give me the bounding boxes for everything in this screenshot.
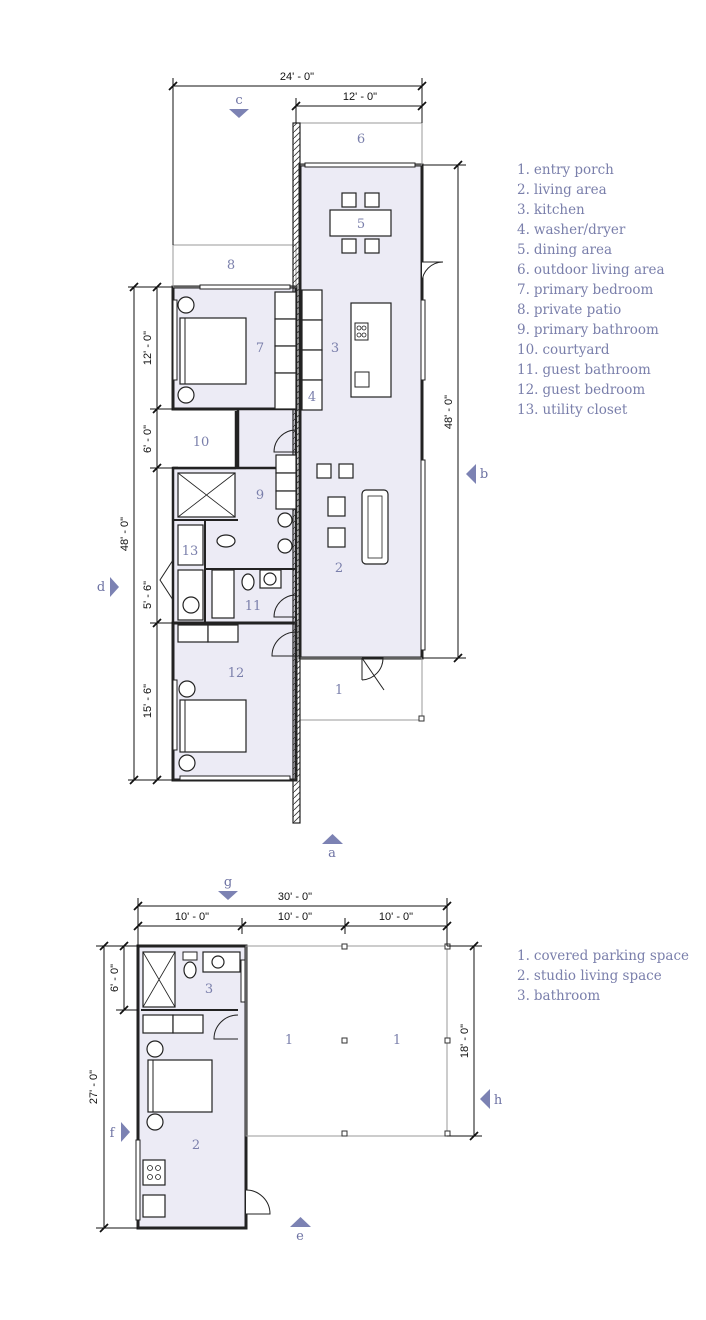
main-wing-floor [300, 165, 422, 658]
room-num-3: 3 [330, 341, 340, 356]
room-num-7: 7 [255, 341, 265, 356]
legend-item: 7. primary bedroom [517, 282, 654, 298]
legend-item: 9. primary bathroom [517, 322, 659, 338]
sofa [362, 490, 388, 564]
dim-studio-width: 30' - 0" [277, 891, 313, 903]
section-marker-g-icon [218, 891, 238, 900]
legend-item: 10. courtyard [517, 342, 610, 358]
studio-plan [88, 875, 503, 1244]
legend-item: 3. bathroom [517, 988, 601, 1004]
dim-left-total: 48' - 0" [119, 516, 131, 552]
primary-bed [180, 318, 246, 384]
legend-item: 4. washer/dryer [517, 222, 626, 238]
studio-room-num-1a: 1 [284, 1033, 294, 1048]
legend-item: 13. utility closet [517, 402, 628, 418]
legend-item: 2. studio living space [517, 968, 662, 984]
section-marker-a-icon [322, 834, 343, 844]
room-num-6: 6 [356, 132, 366, 147]
legend-item: 12. guest bedroom [517, 382, 646, 398]
room-num-2: 2 [334, 561, 344, 576]
section-marker-b-icon [466, 464, 476, 484]
section-marker-h-icon [480, 1089, 490, 1109]
dim-seg-guest: 15' - 6" [142, 683, 154, 719]
legend-item: 3. kitchen [517, 202, 585, 218]
house-plan [97, 71, 488, 861]
room-num-10: 10 [192, 435, 210, 450]
dim-seg-bedroom: 12' - 0" [142, 330, 154, 366]
legend-item: 11. guest bathroom [517, 362, 651, 378]
guest-bed [180, 700, 246, 752]
room-num-8: 8 [226, 258, 236, 273]
legend-item: 1. covered parking space [517, 948, 690, 964]
dim-studio-depth: 27' - 0" [88, 1069, 100, 1105]
dim-studio-bath: 6' - 0" [109, 963, 121, 993]
dim-carport-depth: 18' - 0" [459, 1023, 471, 1059]
section-marker-d-icon [110, 577, 119, 597]
studio-room-legend [517, 946, 689, 1006]
room-num-5: 5 [356, 217, 366, 232]
room-num-9: 9 [255, 488, 265, 503]
dim-main-width: 12' - 0" [342, 91, 378, 103]
dim-seg-courtyard: 6' - 0" [142, 424, 154, 454]
house-room-legend [517, 160, 665, 420]
studio-room-num-1b: 1 [392, 1033, 402, 1048]
legend-item: 8. private patio [517, 302, 622, 318]
room-num-4: 4 [307, 390, 317, 405]
dim-studio-bay3: 10' - 0" [378, 911, 414, 923]
section-label-a: a [328, 846, 336, 861]
section-marker-f-icon [121, 1122, 130, 1142]
room-num-1: 1 [334, 683, 344, 698]
section-label-c: c [235, 93, 243, 108]
dim-seg-utility: 5' - 6" [142, 580, 154, 610]
dim-house-length: 48' - 0" [443, 394, 455, 430]
section-label-h: h [493, 1093, 503, 1108]
dim-studio-bay1: 10' - 0" [174, 911, 210, 923]
studio-room-num-2: 2 [191, 1138, 201, 1153]
legend-item: 6. outdoor living area [517, 262, 665, 278]
legend-item: 5. dining area [517, 242, 613, 258]
dim-house-width: 24' - 0" [279, 71, 315, 83]
section-label-f: f [109, 1126, 115, 1141]
section-label-b: b [479, 467, 489, 482]
room-num-11: 11 [244, 599, 262, 614]
dim-studio-bay2: 10' - 0" [277, 911, 313, 923]
section-marker-e-icon [290, 1217, 311, 1227]
section-label-e: e [296, 1229, 304, 1244]
section-label-g: g [223, 875, 233, 890]
legend-item: 1. entry porch [517, 162, 614, 178]
legend-item: 2. living area [517, 182, 607, 198]
entry-porch-outline [300, 658, 422, 720]
room-num-12: 12 [227, 666, 245, 681]
studio-room-num-3: 3 [204, 982, 214, 997]
room-num-13: 13 [181, 544, 199, 559]
section-marker-c-icon [229, 109, 249, 118]
section-label-d: d [96, 580, 106, 595]
